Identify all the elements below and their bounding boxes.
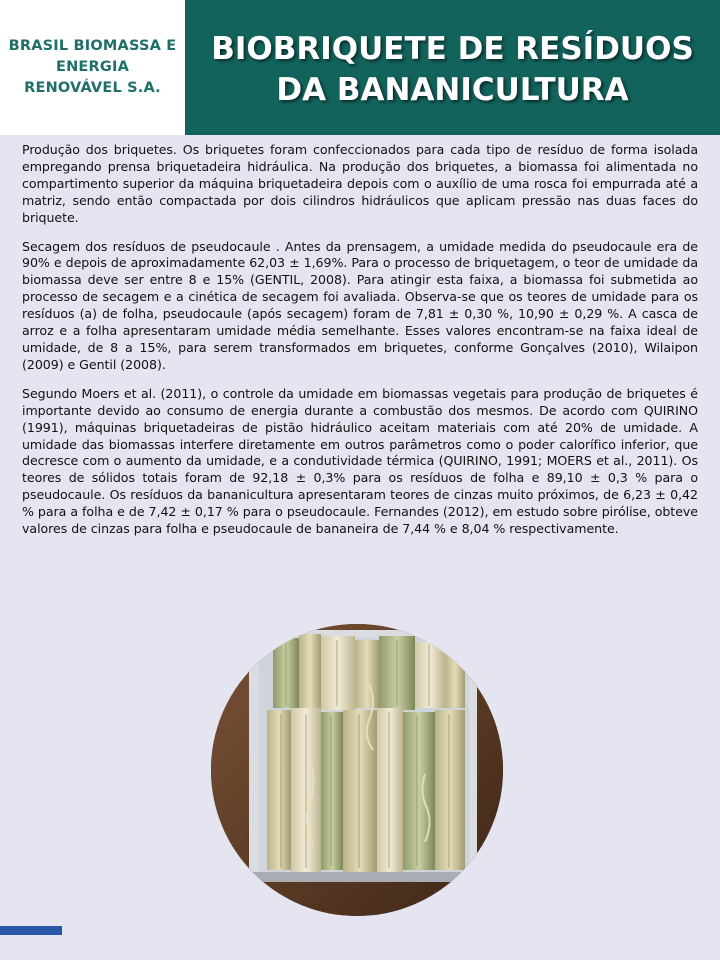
page-title — [211, 29, 694, 111]
page-title-line-2: DA BANANICULTURA — [276, 71, 629, 108]
paragraph-pseudostem-drying: Secagem dos resíduos de pseudocaule . Antes da prensagem, a umidade medida do pseudocaule era de 90% e depois de aproximadamente 62,03 ± 1,69%. Para o processo de briquetagem, o teor de umidade da biomassa deve ser entre 8 e 15% (GENTIL, 2008). Para atingir esta faixa, a biomassa foi submetida ao processo de secagem e a cinética de secagem foi avaliada. Observa-se que os teores de umidade para os resíduos (a) de folha, pseudocaule (após secagem) foram de 7,81 ± 0,30 %, 10,90 ± 0,29 %. A casca de arroz e a folha apresentaram umidade média semelhante. Esses valores encontram-se na faixa ideal de umidade, de 8 a 15%, para serem transformados em briquetes, conforme Gonçalves (2010), Wilaipon (2009) e Gentil (2008). — [22, 238, 698, 372]
banana-residue-image — [211, 624, 503, 916]
page-header — [0, 0, 720, 135]
page-title-line-1: BIOBRIQUETE DE RESÍDUOS — [211, 30, 694, 67]
company-name-line-3: RENOVÁVEL S.A. — [24, 80, 161, 96]
article-body — [22, 142, 698, 550]
banana-residue-photo — [211, 624, 503, 916]
title-band — [185, 0, 720, 135]
company-logo-box — [0, 0, 185, 135]
paragraph-moisture-control: Segundo Moers et al. (2011), o controle da umidade em biomassas vegetais para produção de briquetes é importante devido ao consumo de energia durante a combustão dos mesmos. De acordo com QUIRINO (1991), máquinas briquetadeiras de pistão hidráulico aceitam materiais com até 20% de umidade. A umidade das biomassas interfere diretamente em outros parâmetros como o poder calorífico inferior, que decresce com o aumento da umidade, e a condutividade térmica (QUIRINO, 1991; MOERS et al., 2011). Os teores de sólidos totais foram de 92,18 ± 0,3% para os resíduos de folha e 89,10 ± 0,3 % para o pseudocaule. Os resíduos da bananicultura apresentaram teores de cinzas muito próximos, de 6,23 ± 0,42 % para a folha e de 7,42 ± 0,17 % para o pseudocaule. Fernandes (2012), em estudo sobre pirólise, obteve valores de cinzas para folha e pseudocaule de bananeira de 7,44 % e 8,04 % respectivamente. — [22, 385, 698, 537]
company-name — [8, 36, 178, 99]
paragraph-briquette-production: Produção dos briquetes. Os briquetes foram confeccionados para cada tipo de resíduo de forma isolada empregando prensa briquetadeira hidráulica. Na produção dos briquetes, a biomassa foi alimentada no compartimento superior da máquina briquetadeira depois com o auxílio de uma rosca foi empurrada até a matriz, sendo então compactada por dois cilindros hidráulicos que aplicam pressão nas duas faces do briquete. — [22, 142, 698, 225]
footer-accent-bar — [0, 926, 62, 935]
company-name-line-2: ENERGIA — [55, 59, 130, 75]
company-name-line-1: BRASIL BIOMASSA E — [8, 38, 177, 54]
